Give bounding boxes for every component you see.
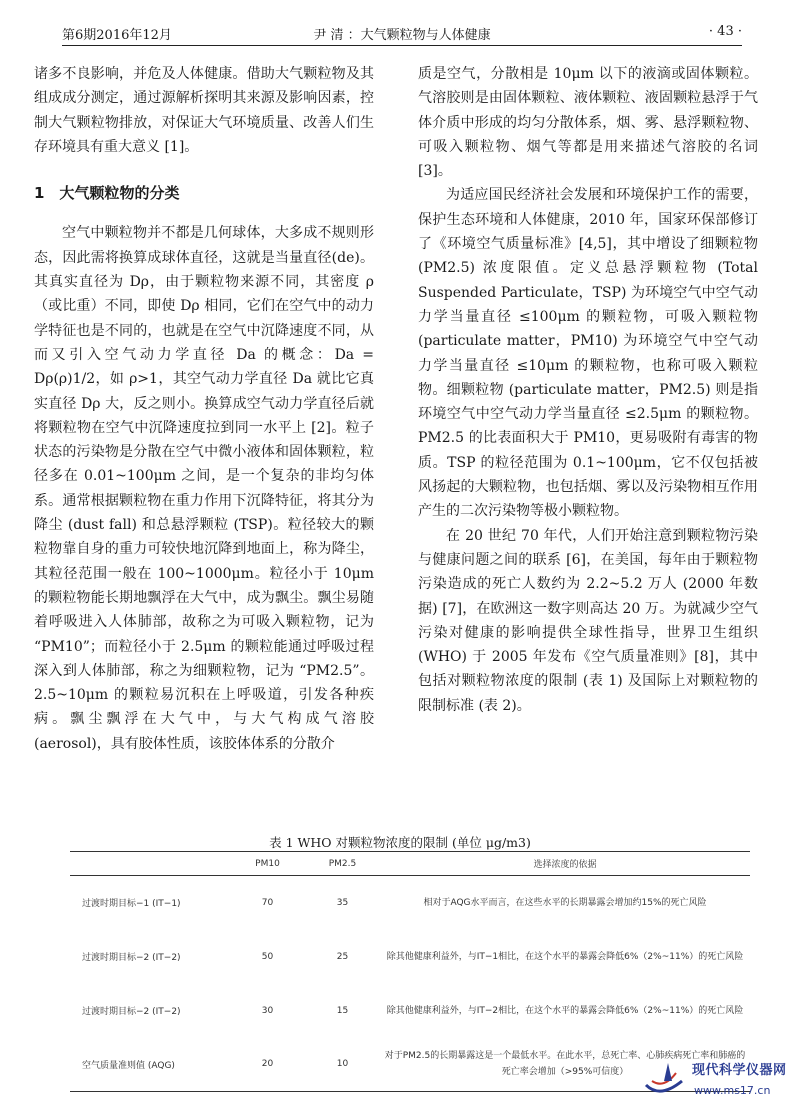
- row-basis: 相对于AQG水平而言，在这些水平的长期暴露会增加约15%的死亡风险: [423, 897, 707, 908]
- classification-paragraph: 空气中颗粒物并不都是几何球体，大多成不规则形态，因此需将换算成球体直径，这就是当量直径(de)。其真实直径为 Dρ，由于颗粒物来源不同，其密度 ρ（或比重）不同，即使 Dρ 相同，它们在空气中的动力学特征也是不同的，也就是在空气中沉降速度不同，从而又引入空气动力学直径 Da 的概念：Da = Dρ(ρ)1/2，如 ρ>1，其空气动力学直径 Da 就比它真实直径 Dρ 大，反之则小。换算成空气动力学直径后就将颗粒物在空气中沉降速度拉到同一水平上 [2]。粒子状态的污染物是分散在空气中微小液体和固体颗粒，粒径多在 0.01~100μm 之间，是一个复杂的非均匀体系。通常根据颗粒物在重力作用下沉降特征，将其分为降尘 (dust fall) 和总悬浮颗粒 (TSP)。粒径较大的颗粒物靠自身的重力可较快地沉降到地面上，称为降尘，其粒径范围一般在 100~1000μm。粒径小于 10μm 的颗粒物能长期地飘浮在大气中，成为飘尘。飘尘易随着呼吸进入人体肺部，故称之为可吸入颗粒物，记为 “PM10”；而粒径小于 2.5μm 的颗粒能通过呼吸过程深入到人体肺部，称之为细颗粒物，记为 “PM2.5”。2.5~10μm 的颗粒易沉积在上呼吸道，引发各种疾病。飘尘飘浮在大气中，与大气构成气溶胶 (aerosol)，具有胶体性质，该胶体体系的分散介: [34, 225, 374, 752]
- running-header: [62, 16, 742, 46]
- health-paragraph: 在 20 世纪 70 年代，人们开始注意到颗粒物污染与健康问题之间的联系 [6]，在美国，每年由于颗粒物污染造成的死亡人数约为 2.2~5.2 万人 (2000 年数据) [7]，在欧洲这一数字则高达 20 万。为就减少空气污染对健康的影响提供全球性指导，世界卫生组织 (WHO) 于 2005 年发布《空气质量准则》[8]，其中包括对颗粒物浓度的限制 (表 1) 及国际上对颗粒物的限制标准 (表 2)。: [418, 527, 758, 714]
- row-label: 过渡时期目标−2 (IT−2): [82, 953, 181, 963]
- continuation-paragraph: 质是空气，分散相是 10μm 以下的液滴或固体颗粒。气溶胶则是由固体颗粒、液体颗粒、液固颗粒悬浮于气体介质中形成的均匀分散体系，烟、雾、悬浮颗粒物、可吸入颗粒物、烟气等都是用来描述气溶胶的名词 [3]。: [418, 66, 758, 180]
- watermark-title: 现代科学仪器网: [692, 1063, 787, 1078]
- row-pm10: 50: [261, 951, 274, 962]
- issue-info: 第6期2016年12月: [62, 28, 172, 43]
- row-basis: 除其他健康利益外，与IT−1相比，在这个水平的暴露会降低6%（2%~11%）的死亡风险: [386, 951, 744, 962]
- left-column: [34, 62, 374, 756]
- site-watermark: [642, 1051, 792, 1109]
- table-row: [70, 984, 750, 1038]
- section-heading: 1 大气颗粒物的分类: [34, 184, 180, 203]
- row-pm25: 25: [336, 951, 349, 962]
- row-label: 过渡时期目标−2 (IT−2): [82, 1007, 181, 1017]
- row-pm10: 70: [261, 897, 274, 908]
- right-column: [418, 62, 758, 718]
- watermark-url: www.ms17.cn: [694, 1084, 771, 1097]
- header-basis: 选择浓度的依据: [533, 860, 597, 870]
- header-pm25: PM2.5: [328, 858, 357, 869]
- row-label: 空气质量准则值 (AQG): [82, 1060, 175, 1071]
- page-number: · 43 ·: [708, 24, 742, 39]
- running-title: 尹 清 ：大气颗粒物与人体健康: [313, 28, 491, 43]
- row-basis: 除其他健康利益外，与IT−2相比，在这个水平的暴露会降低6%（2%~11%）的死亡风险: [386, 1005, 744, 1016]
- row-pm10: 30: [261, 1005, 274, 1016]
- row-pm25: 15: [336, 1005, 349, 1016]
- table-row: [70, 876, 750, 930]
- row-pm25: 35: [336, 897, 349, 908]
- row-label: 过渡时期目标−1 (IT−1): [82, 899, 181, 910]
- table-caption: 表 1 WHO 对颗粒物浓度的限制 (单位 μg/m3): [269, 835, 531, 850]
- header-pm10: PM10: [255, 858, 280, 869]
- header-blank: [70, 852, 230, 876]
- table-row: [70, 930, 750, 984]
- standards-paragraph: 为适应国民经济社会发展和环境保护工作的需要，保护生态环境和人体健康，2010 年，国家环保部修订了《环境空气质量标准》[4,5]，其中增设了细颗粒物 (PM2.5) 浓度限值。定义总悬浮颗粒物 (Total Suspended Particulate，TSP) 为环境空气中空气动力学当量直径 ≤100μm 的颗粒物，可吸入颗粒物 (particulate matter，PM10) 为环境空气中空气动力学当量直径 ≤10μm 的颗粒物，也称可吸入颗粒物。细颗粒物 (particulate matter，PM2.5) 则是指环境空气中空气动力学当量直径 ≤2.5μm 的颗粒物。PM2.5 的比表面积大于 PM10，更易吸附有毒害的物质。TSP 的粒径范围为 0.1~100μm，它不仅包括被风扬起的大颗粒物，也包括烟、雾以及污染物相互作用产生的二次污染物等极小颗粒物。: [418, 187, 758, 520]
- row-pm25: 10: [336, 1059, 349, 1070]
- intro-paragraph: 诸多不良影响，并危及人体健康。借助大气颗粒物及其组成成分测定，通过源解析探明其来源及影响因素，控制大气颗粒物排放，对保证大气环境质量、改善人们生存环境具有重大意义 [1]。: [34, 66, 374, 155]
- site-logo-icon: [642, 1059, 690, 1103]
- table-header-row: [70, 852, 750, 876]
- row-basis: 对于PM2.5的长期暴露这是一个最低水平。在此水平，总死亡率、心肺疾病死亡率和肺癌的死亡率会增加（>95%可信度）: [384, 1051, 746, 1078]
- row-pm10: 20: [261, 1059, 274, 1070]
